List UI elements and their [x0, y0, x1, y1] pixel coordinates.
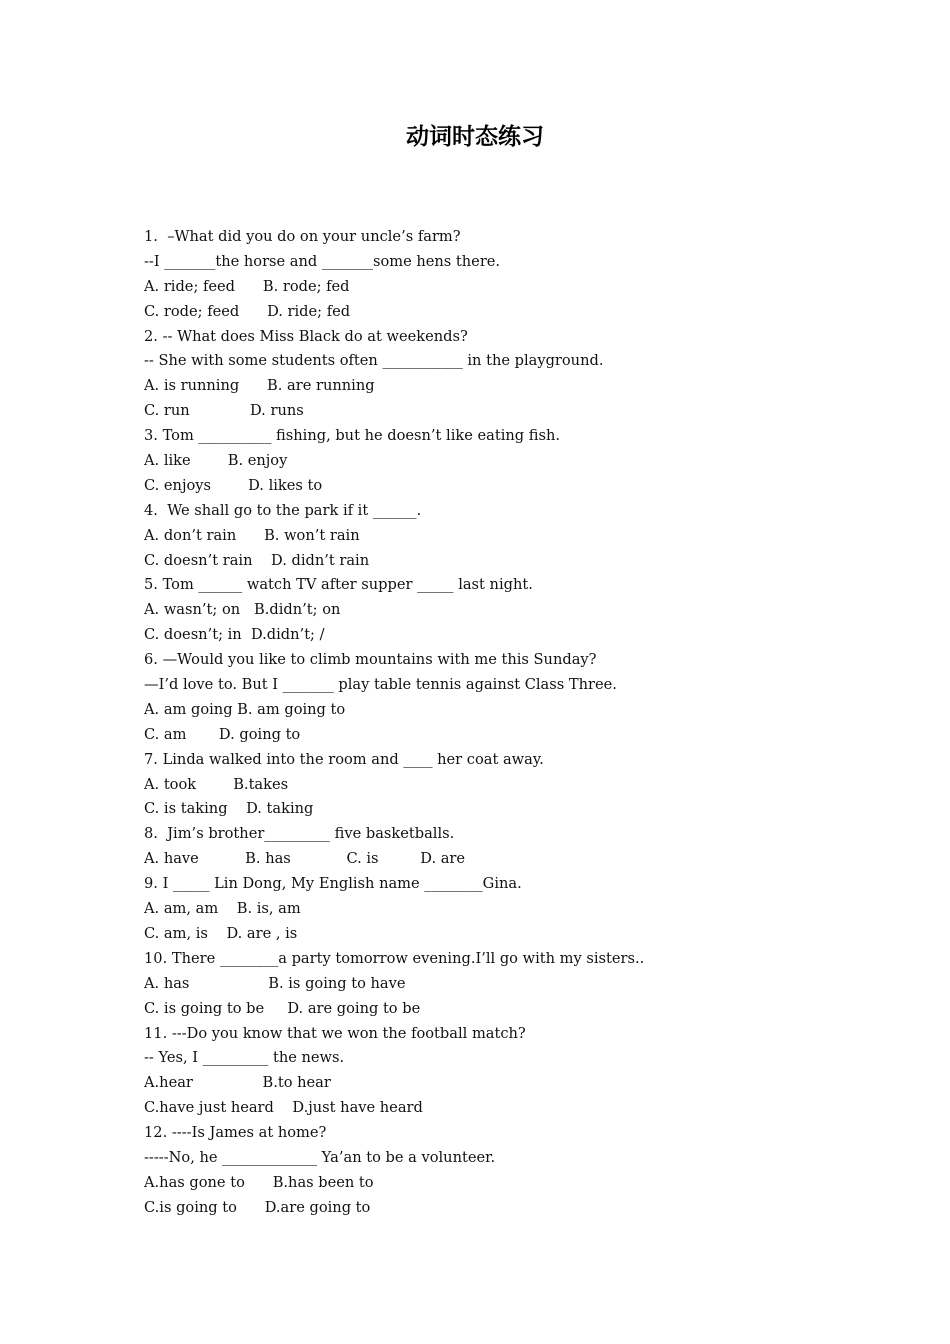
text-line: 8. Jim’s brother_________ five basketballs.	[144, 825, 455, 843]
text-line: A. am going B. am going to	[144, 700, 346, 718]
text-line: 9. I _____ Lin Dong, My English name ________Gina.	[144, 875, 522, 893]
text-line: 1. –What did you do on your uncle’s farm?	[144, 228, 461, 245]
text-line: C. rode; feed D. ride; fed	[144, 302, 351, 320]
text-line: A. ride; feed B. rode; fed	[144, 277, 350, 295]
text-line: C. run D. runs	[144, 402, 304, 420]
exercise-body	[144, 225, 904, 1221]
text-line: 2. -- What does Miss Black do at weekends?	[144, 327, 468, 345]
text-line: 3. Tom __________ fishing, but he doesn’t like eating fish.	[144, 427, 561, 445]
text-line: A.has gone to B.has been to	[144, 1173, 374, 1191]
text-line: -- Yes, I _________ the news.	[144, 1049, 345, 1067]
text-line: C. doesn’t rain D. didn’t rain	[144, 551, 370, 569]
text-line: C. is going to be D. are going to be	[144, 999, 421, 1017]
text-line: A. took B.takes	[144, 775, 289, 793]
text-line: C. am, is D. are , is	[144, 924, 298, 942]
text-line: --I _______the horse and _______some hens there.	[144, 252, 501, 270]
text-line: 11. ---Do you know that we won the football match?	[144, 1024, 526, 1042]
text-line: 4. We shall go to the park if it ______.	[144, 501, 422, 519]
text-line: C.have just heard D.just have heard	[144, 1099, 423, 1117]
text-line: C. doesn’t; in D.didn’t; /	[144, 626, 325, 644]
text-line: A. am, am B. is, am	[144, 900, 301, 918]
text-line: 6. —Would you like to climb mountains with me this Sunday?	[144, 651, 597, 669]
text-line: C.is going to D.are going to	[144, 1198, 371, 1216]
text-line: 12. ----Is James at home?	[144, 1124, 327, 1142]
text-line: A. don’t rain B. won’t rain	[144, 526, 360, 544]
text-line: 7. Linda walked into the room and ____ her coat away.	[144, 750, 544, 768]
text-line: 10. There ________a party tomorrow evening.I’ll go with my sisters..	[144, 949, 645, 967]
text-line: 5. Tom ______ watch TV after supper _____ last night.	[144, 576, 533, 594]
text-line: A. has B. is going to have	[144, 974, 406, 992]
text-line: A. like B. enjoy	[144, 452, 288, 470]
text-line: A. wasn’t; on B.didn’t; on	[144, 601, 341, 619]
text-line: A. have B. has C. is D. are	[144, 850, 466, 868]
text-line: A.hear B.to hear	[144, 1074, 331, 1092]
document-title: 动词时态练习	[406, 124, 544, 150]
text-line: -- She with some students often ___________ in the playground.	[144, 352, 604, 370]
text-line: A. is running B. are running	[144, 377, 375, 395]
text-line: —I’d love to. But I _______ play table tennis against Class Three.	[144, 676, 617, 694]
text-line: C. am D. going to	[144, 725, 301, 743]
text-line: -----No, he _____________ Ya’an to be a volunteer.	[144, 1148, 496, 1166]
text-line: C. is taking D. taking	[144, 800, 314, 818]
text-line: C. enjoys D. likes to	[144, 476, 323, 494]
